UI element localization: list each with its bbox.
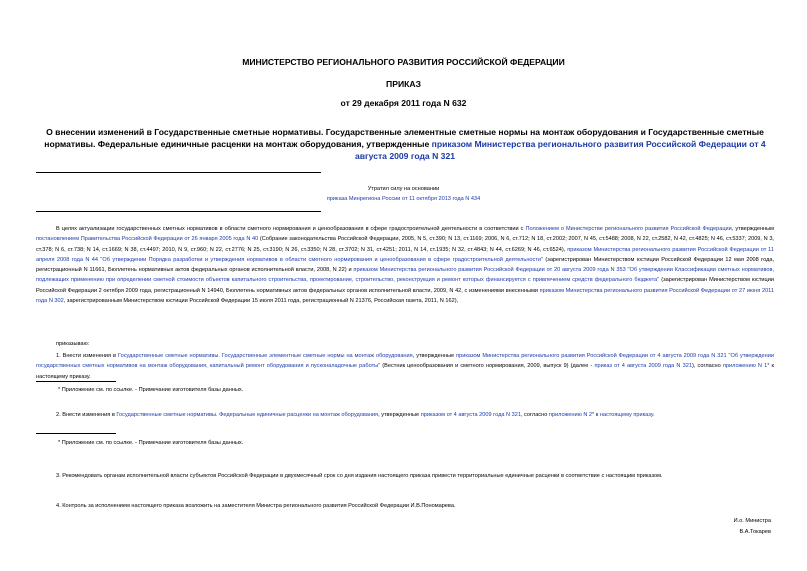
title-text: О внесении изменений в Государственные сметные нормативы. Государственные элементные сметные нормы на монтаж оборудования и Государственные сметные нормативы. Федеральные единичные расценки на монтаж оборудования, утвержденные <box>44 127 764 149</box>
item-4: 4. Контроль за исполнением настоящего приказа возложить на заместителя Министра регионального развития Российской Федерации И.В.Пономарева. <box>56 503 456 509</box>
item2-text-4: , согласно <box>520 412 549 418</box>
preamble-link-3[interactable]: постановлением Правительства Российской Федерации от 26 января 2005 года N 40 <box>36 236 259 243</box>
divider-bottom <box>36 211 321 212</box>
title-link[interactable]: приказом Министерства регионального развития Российской Федерации от 4 августа 2009 года N 321 <box>354 139 766 161</box>
item2-text-0: 2. Внести изменения в <box>56 412 117 418</box>
preamble-text-2: , утвержденным <box>731 226 774 232</box>
footnote-rule-1 <box>36 381 116 382</box>
footnote-rule-2 <box>36 433 116 434</box>
item2-link-5[interactable]: приложению N 2* <box>548 412 595 418</box>
item1-link-1[interactable]: Государственные сметные нормативы. Государственные элементные сметные нормы на монтаж оборудования <box>117 353 413 359</box>
ministry-heading: МИНИСТЕРСТВО РЕГИОНАЛЬНОГО РАЗВИТИЯ РОССИЙСКОЙ ФЕДЕРАЦИИ <box>242 57 565 67</box>
item1-text-6: ), согласно <box>691 363 723 370</box>
item1-link-3[interactable]: приказом Министерства регионального развития Российской Федерации от 4 августа 2009 года N 321 "Об утверждении государственных сметных нормативов на монтаж оборудования, капитальный ремонт оборудования и пусконаладочные работы" <box>36 353 774 370</box>
preamble-text-10: , зарегистрированным Министерством юстиции Российской Федерации 15 июля 2011 года, регистрационный N 21376, Российская газета, 2011, N 162), <box>63 298 459 305</box>
item1-text-8: к настоящему приказу. <box>36 363 774 380</box>
status-link[interactable]: приказа Минрегиона России от 11 октября 2013 года N 434 <box>326 196 481 202</box>
footnote-1: * Приложение см. по ссылке. - Примечание изготовителя базы данных. <box>58 387 244 393</box>
preamble-text-8: (зарегистрирован Министерством юстиции Российской Федерации 2 октября 2009 года, регистрационный N 14940, Бюллетень нормативных актов федеральных органов исполнительной власти, 2009, N 42, с изменениями внесенными <box>36 277 774 294</box>
preamble-link-9[interactable]: приказом Министерства регионального развития Российской Федерации от 27 июня 2011 года N 302 <box>36 287 774 305</box>
item1-link-7[interactable]: приложению N 1* <box>722 363 770 370</box>
footnote-2: * Приложение см. по ссылке. - Примечание изготовителя базы данных. <box>58 440 244 446</box>
item2-link-1[interactable]: Государственные сметные нормативы. Федеральные единичные расценки на монтаж оборудования <box>116 412 379 418</box>
preamble-text-6: (зарегистрирован Министерством юстиции Российской Федерации 12 мая 2008 года, регистрационный N 11661, Бюллетень нормативных актов федеральных органов исполнительной власти, 2008, N 22) и <box>36 256 775 274</box>
preamble-link-5[interactable]: приказом Министерства регионального развития Российской Федерации от 11 апреля 2008 года N 44 "Об утверждении Порядка разработки и утверждения нормативов в области сметного нормирования и ценообразования в сфере градостроительной деятельности" <box>36 246 774 263</box>
preamble-paragraph <box>36 224 774 306</box>
doc-type-heading: ПРИКАЗ <box>386 79 421 89</box>
status-line: Утратил силу на основании <box>367 186 440 192</box>
item-1 <box>36 351 774 382</box>
signature-name: В.А.Токарев <box>739 528 771 535</box>
item1-text-2: , утвержденные <box>412 353 457 359</box>
item-3: 3. Рекомендовать органам исполнительной власти субъектов Российской Федерации в двухмесячный срок со дня издания настоящего приказа привести территориальные единичные расценки в соответствие с настоящим приказом. <box>56 473 663 479</box>
item1-text-4: (Вестник ценообразования и сметного нормирования, 2009, выпуск 9) (далее - <box>380 363 595 370</box>
item2-link-7[interactable]: настоящему приказу. <box>599 412 655 418</box>
date-number-heading: от 29 декабря 2011 года N 632 <box>340 98 467 108</box>
preamble-link-7[interactable]: приказом Министерства регионального развития Российской Федерации от 20 августа 2009 года N 353 "Об утверждении Классификации сметных нормативов, подлежащих применению при определении сметной стоимости объектов капитального строительства, проектирование, строительство, реконструкция и ремонт которых финансируется с привлечением средств федерального бюджета" <box>36 267 775 284</box>
document-title <box>36 126 774 162</box>
preamble-text-4: (Собрание законодательства Российской Федерации, 2005, N 5, ст.390; N 13, ст.1169; 2006, N 6, ст.712; N 18, ст.2002; 2007, N 45, ст.5488; 2008, N 22, ст.2582, N 42, ст.4825; N 46, ст.5337; 2009, N 3, ст.378; N 6, ст.738; N 14, ст.1669; N 38, ст.4497; 2010, N 9, ст.960; N 22, ст.2776; N 25, ст.3190; N 26, ст.3350; N 28, ст.3702; N 31, ст.4251; 2011, N 14, ст.1935; N 32, ст.4843; N 44, ст.6269; N 46, ст.6524), <box>36 236 774 253</box>
status-note <box>0 184 807 204</box>
item1-text-0: 1. Внести изменения в <box>56 353 118 359</box>
order-word: приказываю: <box>56 341 90 347</box>
item2-text-6: к <box>594 412 600 418</box>
signature-position: И.о. Министра <box>733 518 771 524</box>
signature-block <box>734 516 771 537</box>
item1-link-5[interactable]: приказ от 4 августа 2009 года N 321 <box>594 363 692 370</box>
divider-top <box>36 172 321 173</box>
preamble-link-1[interactable]: Положением о Министерстве регионального развития Российской Федерации <box>525 226 732 232</box>
item2-link-3[interactable]: приказом от 4 августа 2009 года N 321 <box>420 412 521 418</box>
item2-text-2: , утвержденные <box>378 412 421 418</box>
item-2 <box>36 410 774 420</box>
preamble-text-0: В целях актуализации государственных сметных нормативов в области сметного нормирования и ценообразования в сфере градостроительной деятельности в соответствии с <box>56 226 526 232</box>
